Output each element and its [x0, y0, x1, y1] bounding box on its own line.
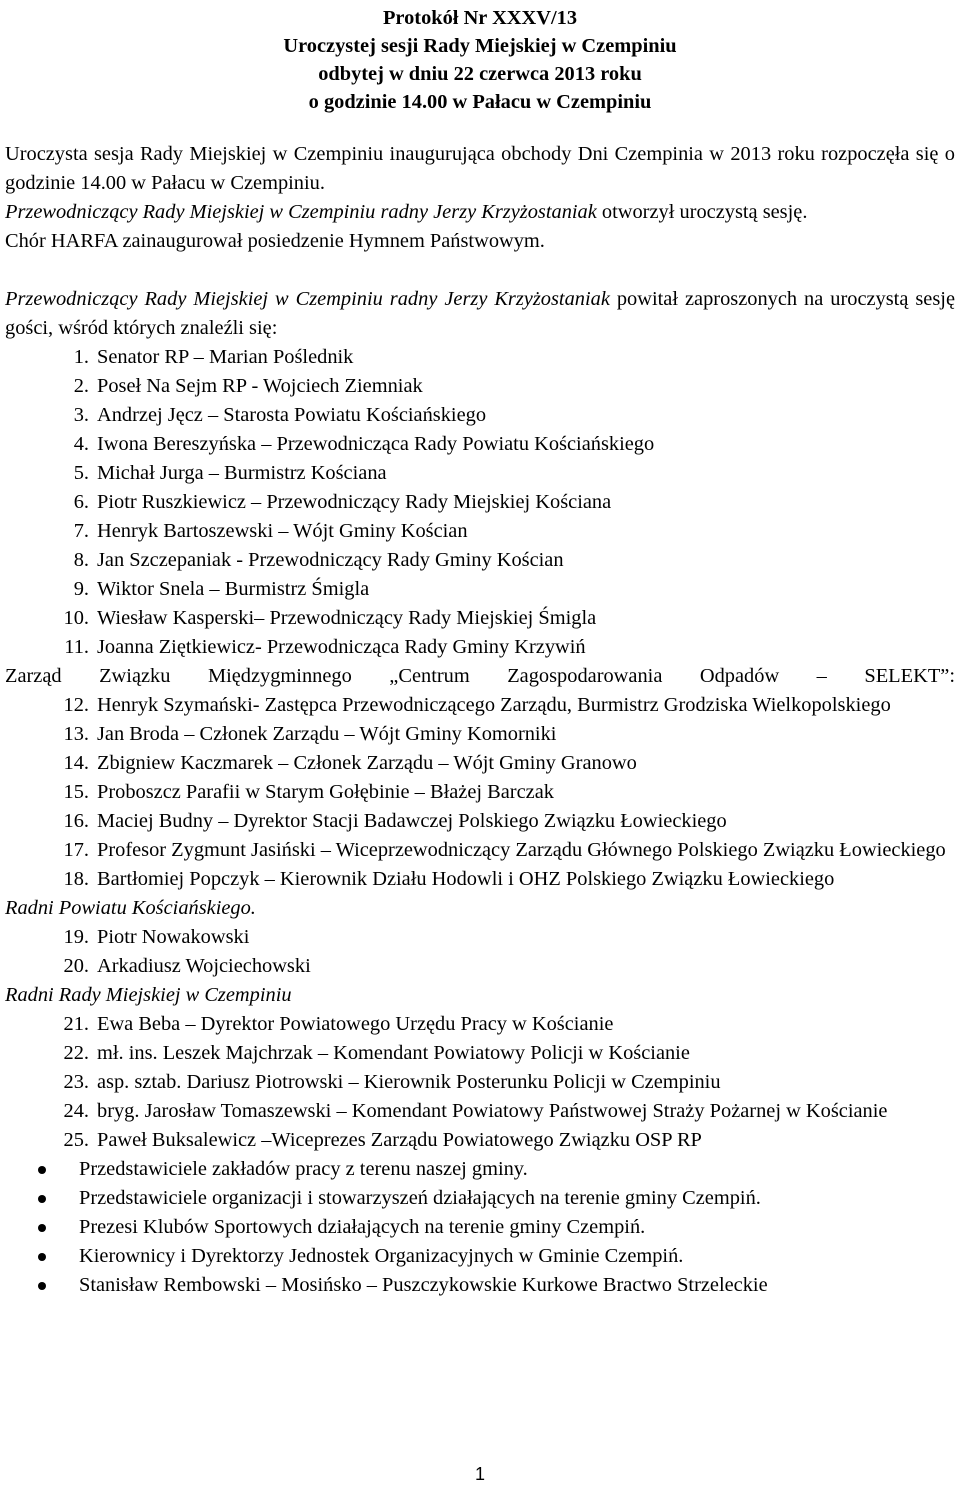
list-item-number: 17. — [63, 839, 89, 861]
list-item-number: 11. — [64, 636, 89, 658]
list-item — [5, 952, 955, 981]
list-item-text: Wiktor Snela – Burmistrz Śmigla — [97, 578, 370, 600]
welcome-paragraph — [5, 285, 955, 343]
list-item-text: mł. ins. Leszek Majchrzak – Komendant Powiatowy Policji w Kościanie — [97, 1042, 690, 1064]
list-item-text: Iwona Bereszyńska – Przewodnicząca Rady Powiatu Kościańskiego — [97, 433, 655, 455]
list-item-text: Poseł Na Sejm RP - Wojciech Ziemniak — [97, 375, 423, 397]
bullet-item — [5, 1271, 955, 1300]
opening-text: otworzył uroczystą sesję. — [596, 201, 808, 223]
bullet-text: Stanisław Rembowski – Mosińsko – Puszczykowskie Kurkowe Bractwo Strzeleckie — [79, 1274, 768, 1296]
welcome-chairman-name: Przewodniczący Rady Miejskiej w Czempiniu radny Jerzy Krzyżostaniak — [5, 288, 610, 310]
bullet-list — [5, 1155, 955, 1300]
list-item — [5, 517, 955, 546]
list-item — [5, 546, 955, 575]
guest-list-officials — [5, 343, 955, 662]
bullet-text: Kierownicy i Dyrektorzy Jednostek Organizacyjnych w Gminie Czempiń. — [79, 1245, 684, 1267]
title-line-2: Uroczystej sesji Rady Miejskiej w Czempiniu — [283, 35, 677, 57]
list-item-text: Paweł Buksalewicz –Wiceprezes Zarządu Powiatowego Związku OSP RP — [97, 1129, 702, 1151]
list-item — [5, 865, 955, 894]
list-item-number: 13. — [63, 723, 89, 745]
bullet-text: Przedstawiciele zakładów pracy z terenu naszej gminy. — [79, 1158, 528, 1180]
selekt-heading: Zarząd Związku Międzygminnego „Centrum Zagospodarowania Odpadów – SELEKT”: — [5, 665, 955, 687]
bullet-text: Prezesi Klubów Sportowych działających na terenie gminy Czempiń. — [79, 1216, 646, 1238]
list-item — [5, 575, 955, 604]
bullet-icon — [38, 1224, 46, 1232]
list-item — [5, 1126, 955, 1155]
bullet-item — [5, 1155, 955, 1184]
list-item-text: Jan Broda – Członek Zarządu – Wójt Gminy Komorniki — [97, 723, 557, 745]
list-item — [5, 401, 955, 430]
list-item-number: 25. — [63, 1129, 89, 1151]
list-item — [5, 1010, 955, 1039]
list-item-number: 16. — [63, 810, 89, 832]
list-item-number: 6. — [73, 491, 89, 513]
bullet-icon — [38, 1282, 46, 1290]
list-item — [5, 1068, 955, 1097]
list-item — [5, 488, 955, 517]
list-item — [5, 430, 955, 459]
intro-paragraph: Uroczysta sesja Rady Miejskiej w Czempiniu inaugurująca obchody Dni Czempinia w 2013 roku rozpoczęła się o godzinie 14.00 w Pałacu w Czempiniu. — [5, 143, 955, 194]
title-line-3: odbytej w dniu 22 czerwca 2013 roku — [318, 63, 642, 85]
list-item-number: 12. — [63, 694, 89, 716]
list-item-text: Michał Jurga – Burmistrz Kościana — [97, 462, 387, 484]
document-page — [5, 0, 955, 1300]
list-item-number: 21. — [63, 1013, 89, 1035]
rada-heading: Radni Rady Miejskiej w Czempiniu — [5, 984, 292, 1006]
powiat-heading: Radni Powiatu Kościańskiego. — [5, 897, 256, 919]
list-item-text: Piotr Nowakowski — [97, 926, 250, 948]
list-item-text: bryg. Jarosław Tomaszewski – Komendant Powiatowy Państwowej Straży Pożarnej w Kościanie — [97, 1100, 888, 1122]
title-line-1: Protokół Nr XXXV/13 — [382, 7, 578, 29]
bullet-item — [5, 1242, 955, 1271]
list-item-number: 20. — [63, 955, 89, 977]
bullet-item — [5, 1213, 955, 1242]
list-item — [5, 604, 955, 633]
list-item-text: Jan Szczepaniak - Przewodniczący Rady Gminy Kościan — [97, 549, 564, 571]
list-item-text: Maciej Budny – Dyrektor Stacji Badawczej Polskiego Związku Łowieckiego — [97, 810, 727, 832]
page-number: 1 — [474, 1464, 485, 1484]
list-item-text: Joanna Ziętkiewicz- Przewodnicząca Rady Gminy Krzywiń — [97, 636, 586, 658]
list-item-number: 23. — [63, 1071, 89, 1093]
list-item-number: 24. — [63, 1100, 89, 1122]
list-item — [5, 1097, 955, 1126]
bullet-item — [5, 1184, 955, 1213]
list-item-number: 18. — [63, 868, 89, 890]
bullet-icon — [38, 1253, 46, 1261]
guest-list-powiat — [5, 923, 955, 981]
list-item — [5, 749, 955, 778]
document-title — [5, 4, 955, 116]
list-item-number: 19. — [63, 926, 89, 948]
list-item-number: 4. — [73, 433, 89, 455]
welcome-text: powitał zaproszonych na uroczystą sesję gości, wśród których znaleźli się: — [5, 288, 955, 339]
list-item — [5, 923, 955, 952]
list-item-number: 9. — [73, 578, 89, 600]
list-item-number: 3. — [73, 404, 89, 426]
list-item — [5, 778, 955, 807]
list-item-number: 15. — [63, 781, 89, 803]
list-item-text: Wiesław Kasperski– Przewodniczący Rady Miejskiej Śmigla — [97, 607, 597, 629]
list-item-number: 7. — [73, 520, 89, 542]
list-item — [5, 1039, 955, 1068]
bullet-text: Przedstawiciele organizacji i stowarzyszeń działających na terenie gminy Czempiń. — [79, 1187, 761, 1209]
list-item-number: 8. — [73, 549, 89, 571]
list-item-number: 10. — [63, 607, 89, 629]
list-item-text: asp. sztab. Dariusz Piotrowski – Kierownik Posterunku Policji w Czempiniu — [97, 1071, 721, 1093]
list-item — [5, 633, 955, 662]
bullet-icon — [38, 1166, 46, 1174]
list-item-text: Ewa Beba – Dyrektor Powiatowego Urzędu Pracy w Kościanie — [97, 1013, 614, 1035]
list-item-text: Profesor Zygmunt Jasiński – Wiceprzewodniczący Zarządu Głównego Polskiego Związku Łowieckiego — [97, 839, 946, 861]
list-item-text: Arkadiusz Wojciechowski — [97, 955, 311, 977]
choir-paragraph: Chór HARFA zainaugurował posiedzenie Hymnem Państwowym. — [5, 230, 545, 252]
list-item-text: Henryk Szymański- Zastępca Przewodniczącego Zarządu, Burmistrz Grodziska Wielkopolskiego — [97, 694, 891, 716]
list-item-text: Zbigniew Kaczmarek – Członek Zarządu – Wójt Gminy Granowo — [97, 752, 637, 774]
guest-list-selekt — [5, 691, 955, 894]
bullet-icon — [38, 1195, 46, 1203]
list-item-number: 2. — [73, 375, 89, 397]
list-item — [5, 459, 955, 488]
list-item-text: Senator RP – Marian Poślednik — [97, 346, 354, 368]
list-item — [5, 343, 955, 372]
chairman-name: Przewodniczący Rady Miejskiej w Czempiniu radny Jerzy Krzyżostaniak — [5, 201, 597, 223]
list-item-number: 14. — [63, 752, 89, 774]
list-item-text: Henryk Bartoszewski – Wójt Gminy Kościan — [97, 520, 468, 542]
guest-list-rada — [5, 1010, 955, 1155]
list-item-number: 5. — [73, 462, 89, 484]
list-item-text: Bartłomiej Popczyk – Kierownik Działu Hodowli i OHZ Polskiego Związku Łowieckiego — [97, 868, 835, 890]
list-item-number: 22. — [63, 1042, 89, 1064]
list-item — [5, 720, 955, 749]
list-item — [5, 691, 955, 720]
list-item — [5, 807, 955, 836]
title-line-4: o godzinie 14.00 w Pałacu w Czempiniu — [308, 91, 652, 113]
list-item — [5, 836, 955, 865]
opening-paragraph — [5, 198, 955, 227]
list-item-number: 1. — [73, 346, 89, 368]
list-item-text: Andrzej Jęcz – Starosta Powiatu Kościańskiego — [97, 404, 487, 426]
list-item — [5, 372, 955, 401]
list-item-text: Proboszcz Parafii w Starym Gołębinie – Błażej Barczak — [97, 781, 554, 803]
list-item-text: Piotr Ruszkiewicz – Przewodniczący Rady Miejskiej Kościana — [97, 491, 612, 513]
